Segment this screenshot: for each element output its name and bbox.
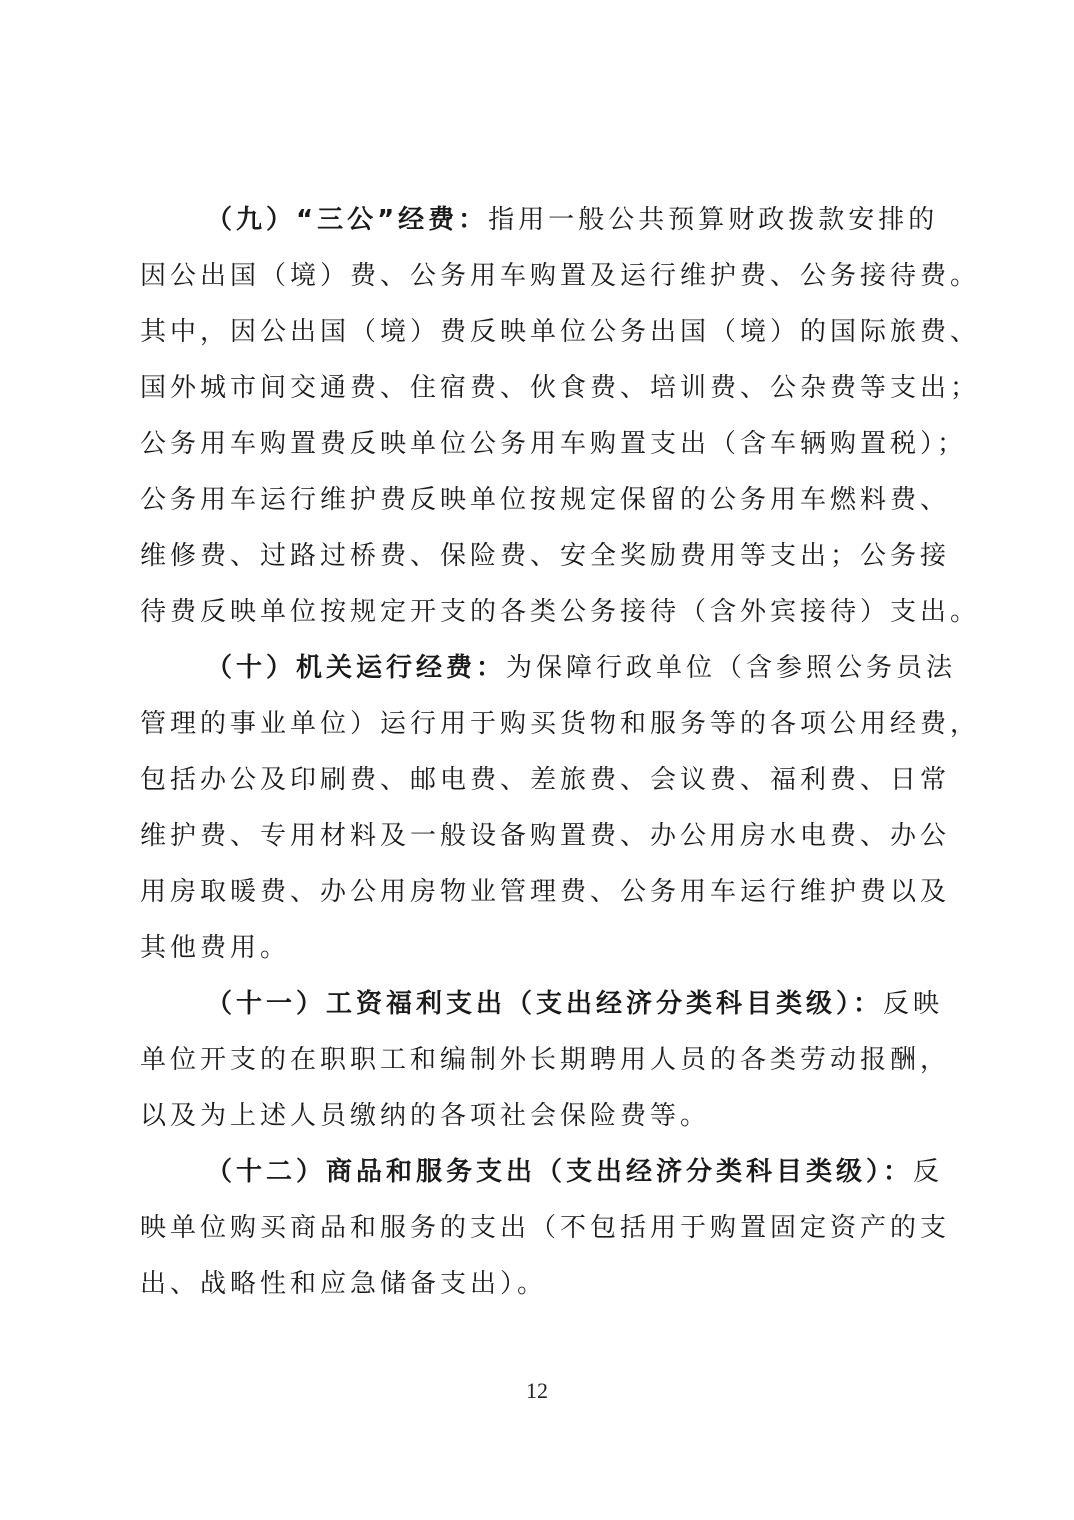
text-line: 指用一般公共预算财政拨款安排的 xyxy=(488,205,939,235)
text-line: 反映 xyxy=(883,989,944,1019)
paragraph-wages-welfare xyxy=(140,976,960,1144)
paragraph-first-line xyxy=(140,192,960,248)
paragraph-heading: （十二）商品和服务支出（支出经济分类科目类级）： xyxy=(206,1157,914,1187)
text-line: 因公出国（境）费、公务用车购置及运行维护费、公务接待费。 xyxy=(140,261,981,291)
text-line: 为保障行政单位（含参照公务员法 xyxy=(506,653,957,683)
paragraph-heading: （十）机关运行经费： xyxy=(206,653,507,683)
paragraph-first-line xyxy=(140,640,960,696)
paragraph-agency-operating-funds xyxy=(140,640,981,976)
text-line: 反 xyxy=(913,1157,944,1187)
text-line: 待费反映单位按规定开支的各类公务接待（含外宾接待）支出。 xyxy=(140,597,981,627)
text-line: 用房取暖费、办公用房物业管理费、公务用车运行维护费以及 xyxy=(140,877,951,907)
text-line: 单位开支的在职职工和编制外长期聘用人员的各类劳动报酬， xyxy=(140,1045,951,1075)
text-line: 其他费用。 xyxy=(140,933,291,963)
page-number: 12 xyxy=(526,1378,548,1403)
text-line: 出、战略性和应急储备支出）。 xyxy=(140,1269,548,1299)
text-line: 以及为上述人员缴纳的各项社会保险费等。 xyxy=(140,1101,711,1131)
text-line: 包括办公及印刷费、邮电费、差旅费、会议费、福利费、日常 xyxy=(140,765,951,795)
text-line: 其中，因公出国（境）费反映单位公务出国（境）的国际旅费、 xyxy=(140,317,981,347)
paragraph-heading: （十一）工资福利支出（支出经济分类科目类级）： xyxy=(206,989,884,1019)
paragraph-san-gong-funds xyxy=(140,192,981,640)
paragraph-first-line xyxy=(140,1144,960,1200)
text-line: 公务用车购置费反映单位公务用车购置支出（含车辆购置税）； xyxy=(140,429,968,459)
paragraph-heading: （九）“三公”经费： xyxy=(206,205,489,235)
text-line: 管理的事业单位）运行用于购买货物和服务等的各项公用经费， xyxy=(140,709,981,739)
paragraph-goods-services xyxy=(140,1144,960,1312)
document-body xyxy=(140,192,981,1312)
text-line: 公务用车运行维护费反映单位按规定保留的公务用车燃料费、 xyxy=(140,485,951,515)
text-line: 维护费、专用材料及一般设备购置费、办公用房水电费、办公 xyxy=(140,821,951,851)
text-line: 维修费、过路过桥费、保险费、安全奖励费用等支出；公务接 xyxy=(140,541,951,571)
text-line: 国外城市间交通费、住宿费、伙食费、培训费、公杂费等支出； xyxy=(140,373,981,403)
paragraph-first-line xyxy=(140,976,960,1032)
text-line: 映单位购买商品和服务的支出（不包括用于购置固定资产的支 xyxy=(140,1213,951,1243)
